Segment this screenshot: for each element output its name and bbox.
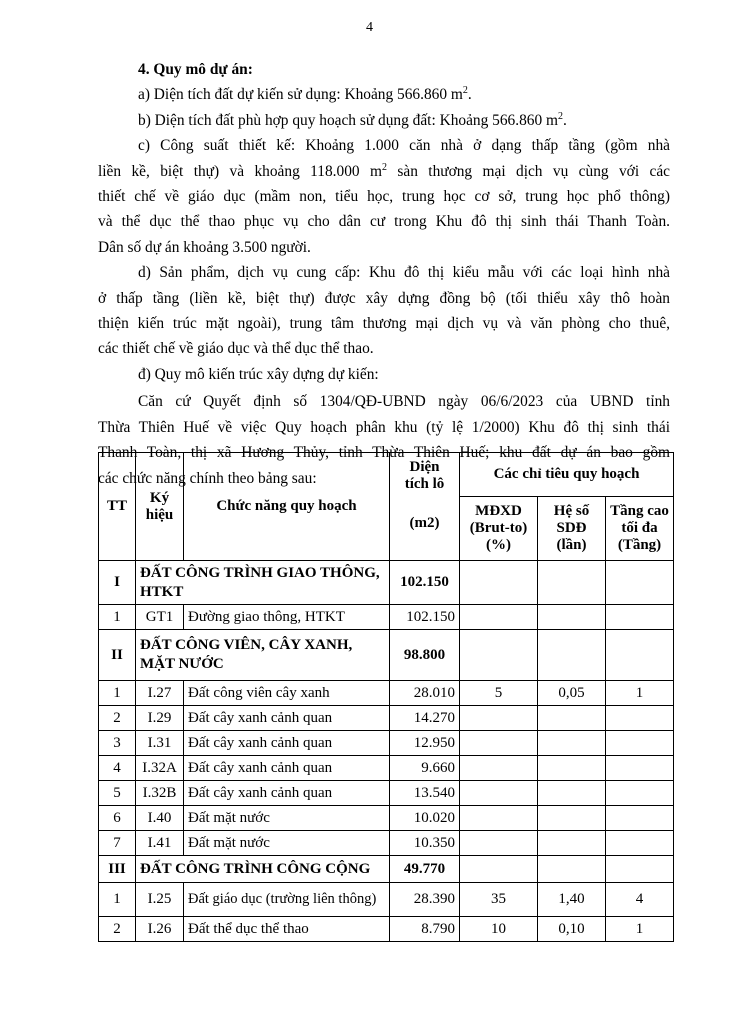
section-heading: 4. Quy mô dự án: (138, 61, 253, 78)
item-a: a) Diện tích đất dự kiến sử dụng: Khoảng 566.860 $m^2$. (138, 85, 472, 104)
planning-table (98, 452, 674, 942)
header-ky-hieu: Ký hiệu (136, 453, 184, 561)
header-chi-tieu: Các chỉ tiêu quy hoạch (460, 453, 674, 497)
table-row: 2 I.26 Đất thể dục thể thao 8.790 10 0,10 1 (99, 917, 674, 942)
item-dd: đ) Quy mô kiến trúc xây dựng dự kiến: (138, 365, 379, 383)
item-b: b) Diện tích đất phù hợp quy hoạch sử dụng đất: Khoảng 566.860 $m^2$. (138, 110, 567, 129)
table-row: 3 I.31 Đất cây xanh cảnh quan 12.950 (99, 731, 674, 756)
header-tt: TT (99, 453, 136, 561)
table-row: 7 I.41 Đất mặt nước 10.350 (99, 831, 674, 856)
table-row: 6 I.40 Đất mặt nước 10.020 (99, 806, 674, 831)
table-row: 4 I.32A Đất cây xanh cảnh quan 9.660 (99, 756, 674, 781)
page-number: 4 (366, 20, 373, 35)
item-d: d) Sản phẩm, dịch vụ cung cấp: Khu đô thị kiểu mẫu với các loại hình nhà ở thấp tầng (liền kề, biệt thự) được xây dựng đồng bộ (tối thiểu xây thô hoàn thiện kiến trúc mặt ngoài), trung tâm thương mại dịch vụ và văn phòng cho thuê, các thiết chế về giáo dục và thể dục thể thao. (98, 264, 670, 358)
table-row: 1 I.27 Đất công viên cây xanh 28.010 5 0,05 1 (99, 681, 674, 706)
group-row: III ĐẤT CÔNG TRÌNH CÔNG CỘNG 49.770 (99, 856, 674, 883)
group-row: II ĐẤT CÔNG VIÊN, CÂY XANH, MẶT NƯỚC 98.800 (99, 630, 674, 681)
table-row: 2 I.29 Đất cây xanh cảnh quan 14.270 (99, 706, 674, 731)
basis-paragraph: Căn cứ Quyết định số 1304/QĐ-UBND ngày 06/6/2023 của UBND tỉnh Thừa Thiên Huế về việc Quy hoạch phân khu (tỷ lệ 1/2000) Khu đô thị sinh thái Thanh Toàn, thị xã Hương Thủy, tỉnh Thừa Thiên Huế; khu đất dự án bao gồm các chức năng chính theo bảng sau: (98, 393, 670, 487)
group-row: I ĐẤT CÔNG TRÌNH GIAO THÔNG, HTKT 102.150 (99, 561, 674, 605)
header-chuc-nang: Chức năng quy hoạch (184, 453, 390, 561)
header-dien-tich: Diện tích lô (m2) (390, 453, 460, 561)
table-row: 1 GT1 Đường giao thông, HTKT 102.150 (99, 605, 674, 630)
header-tang-cao: Tầng cao tối đa (Tầng) (606, 497, 674, 561)
header-mdxd: MĐXD (Brut-to) (%) (460, 497, 538, 561)
item-c: c) Công suất thiết kế: Khoảng 1.000 căn nhà ở dạng thấp tầng (gồm nhà liền kề, biệt thự) và khoảng 118.000 $m^2$ sàn thương mại dịch vụ cùng với các thiết chế về giáo dục (mầm non, tiểu học, trung học cơ sở, trung học phổ thông) và thể dục thể thao phục vụ cho dân cư trong Khu đô thị sinh thái Thanh Toàn. Dân số dự án khoảng 3.500 người. (98, 137, 670, 256)
header-he-so: Hệ số SDĐ (lần) (538, 497, 606, 561)
document-body (98, 57, 670, 491)
table-row: 5 I.32B Đất cây xanh cảnh quan 13.540 (99, 781, 674, 806)
table-row: 1 I.25 Đất giáo dục (trường liên thông) 28.390 35 1,40 4 (99, 883, 674, 917)
